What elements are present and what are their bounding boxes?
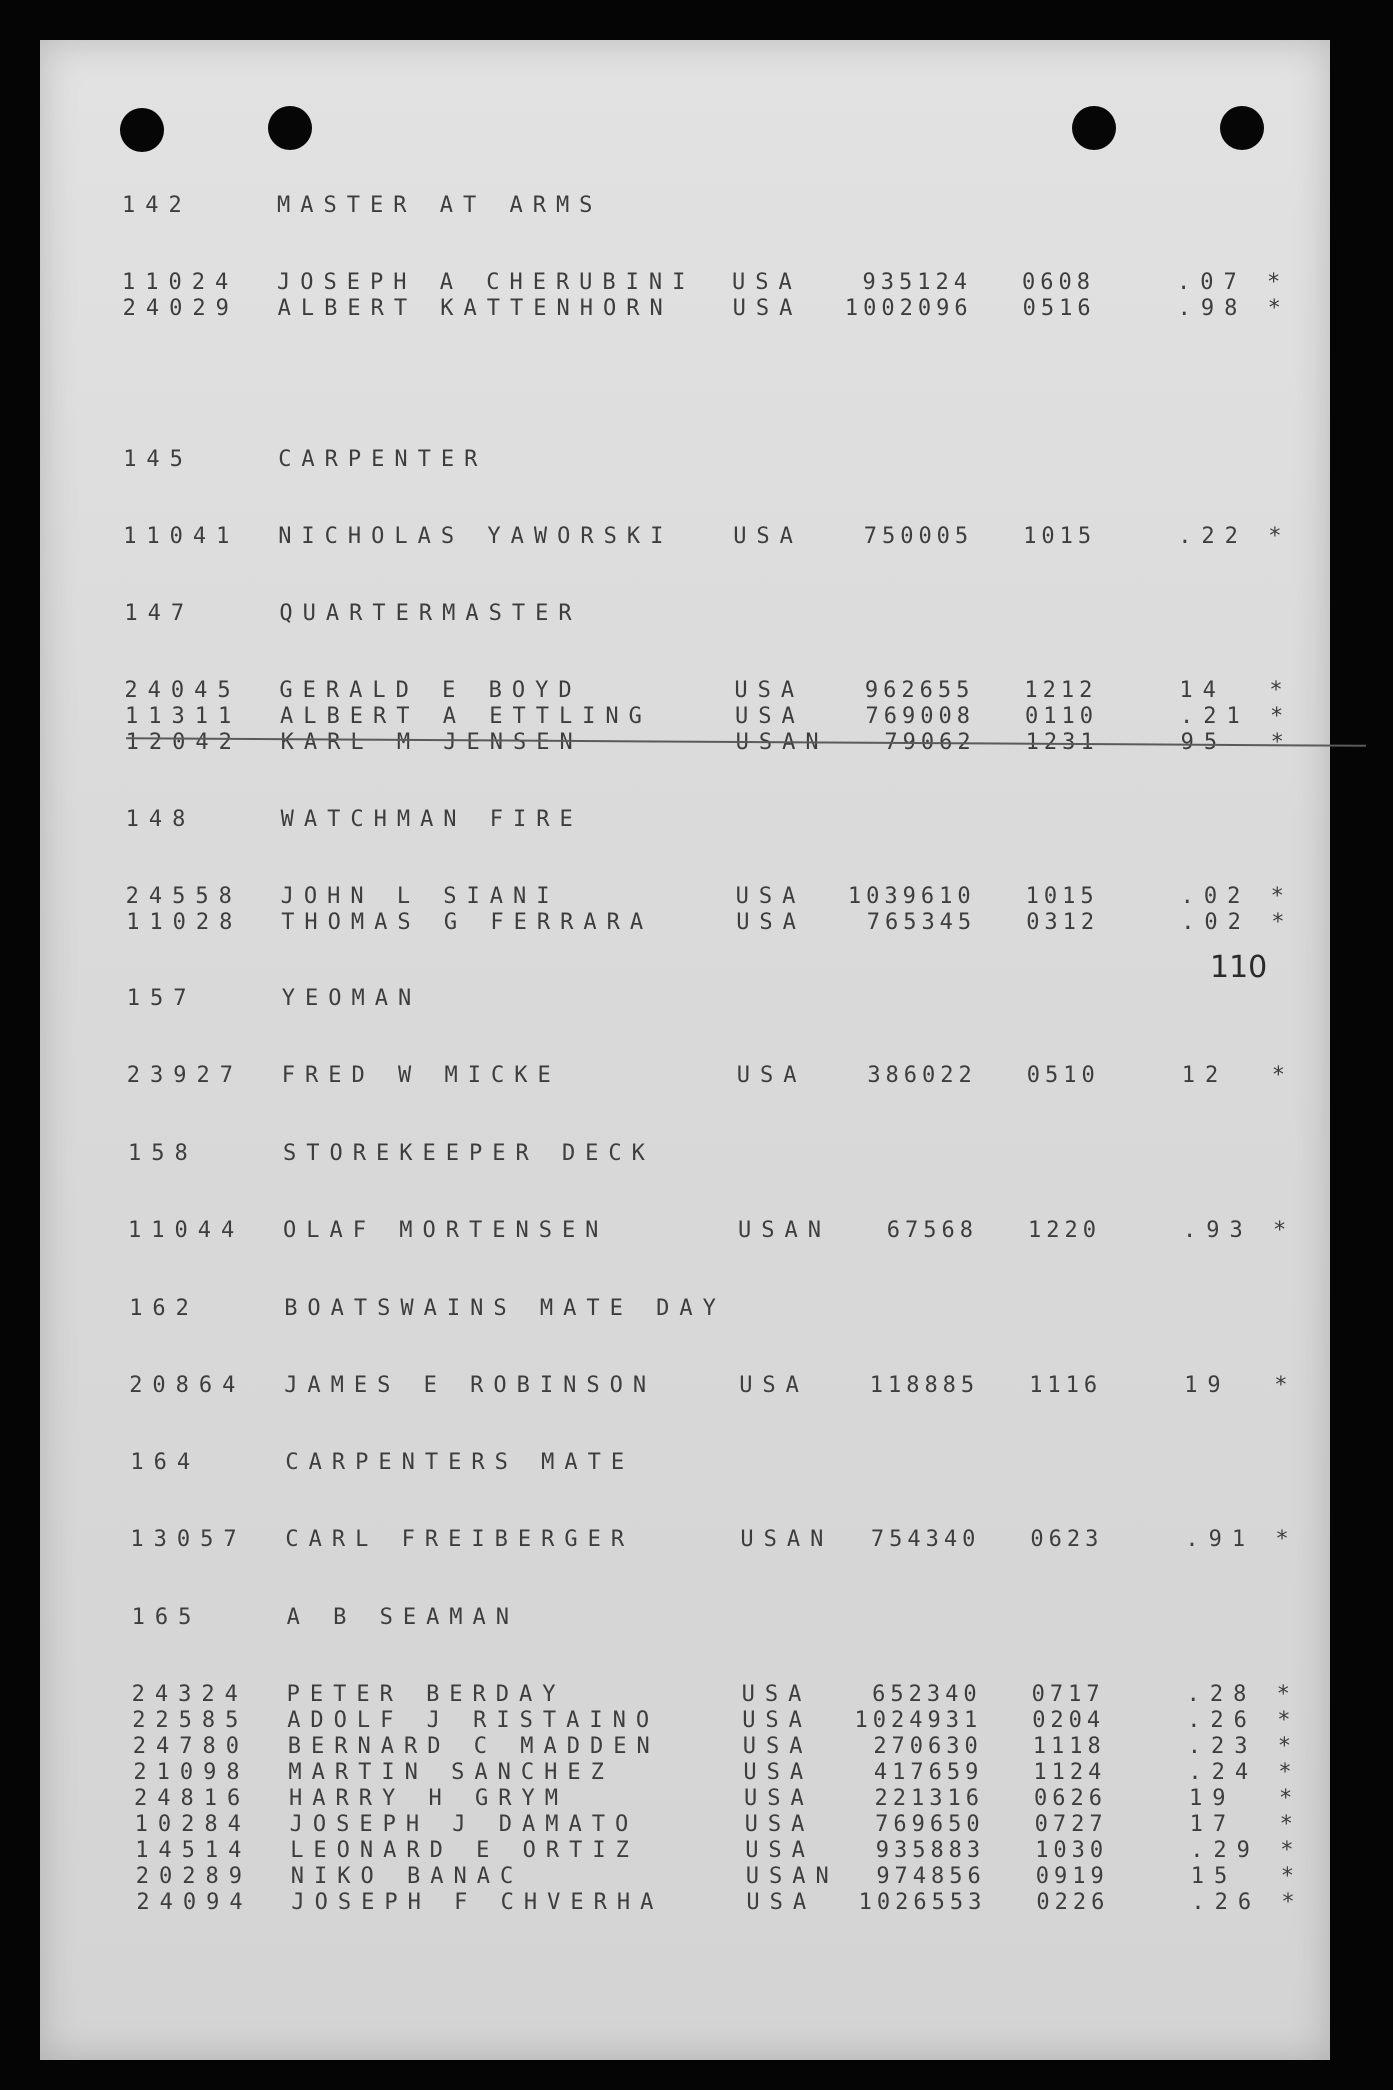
crew-id: 24324 — [131, 1682, 248, 1707]
crew-row — [136, 1864, 1336, 1890]
crew-mark: * — [1268, 524, 1282, 549]
crew-mark: * — [1274, 1373, 1288, 1398]
crew-name: JOSEPH A CHERUBINI — [277, 270, 696, 295]
crew-num: 118885 — [869, 1373, 980, 1398]
crew-nat: USAN — [738, 1218, 831, 1243]
crew-num: 1002096 — [844, 296, 973, 321]
crew-name: JOHN L SIANI — [280, 884, 560, 909]
crew-rate: .91 — [1185, 1527, 1256, 1552]
crew-mark: * — [1267, 270, 1281, 295]
crew-row — [126, 730, 1326, 756]
crew-date: 0608 — [1022, 270, 1095, 295]
crew-mark: * — [1270, 884, 1284, 909]
crew-id: 24094 — [136, 1890, 253, 1915]
crew-name: PETER BERDAY — [286, 1682, 566, 1707]
section-title: YEOMAN — [281, 986, 422, 1011]
crew-row — [122, 270, 1322, 296]
section-title: STOREKEEPER DECK — [283, 1141, 655, 1166]
crew-rate: 12 — [1181, 1063, 1229, 1088]
crew-date: 0626 — [1034, 1786, 1107, 1811]
crew-num: 962655 — [864, 678, 975, 703]
crew-rate: .02 — [1181, 910, 1251, 935]
crew-date: 0516 — [1022, 296, 1096, 321]
crew-name: THOMAS G FERRARA — [281, 910, 654, 935]
crew-num: 974856 — [876, 1864, 986, 1889]
crew-nat: USA — [745, 1838, 815, 1863]
crew-id: 24558 — [125, 884, 242, 909]
section-title: MASTER AT ARMS — [277, 193, 603, 218]
crew-date: 0919 — [1035, 1864, 1109, 1889]
section-title: QUARTERMASTER — [279, 601, 582, 626]
section-code: 158 — [128, 1141, 198, 1166]
crew-mark: * — [1275, 1527, 1289, 1552]
crew-date: 1212 — [1024, 678, 1098, 703]
crew-row — [127, 1063, 1327, 1089]
crew-num: 754340 — [870, 1527, 981, 1552]
crew-row — [132, 1682, 1332, 1708]
crew-rate: 14 — [1179, 678, 1226, 703]
crew-id: 24816 — [134, 1786, 251, 1811]
crew-mark: * — [1280, 1864, 1295, 1889]
crew-mark: * — [1280, 1838, 1294, 1863]
crew-id: 11024 — [122, 270, 239, 295]
crew-row — [135, 1812, 1335, 1838]
crew-name: JOSEPH J DAMATO — [289, 1812, 639, 1837]
crew-name: GERALD E BOYD — [279, 678, 582, 703]
crew-id: 11311 — [125, 704, 242, 729]
crew-date: 0204 — [1032, 1708, 1106, 1733]
section-header — [127, 986, 1327, 1012]
crew-nat: USA — [734, 678, 805, 703]
crew-rate: 17 — [1189, 1812, 1237, 1837]
punch-hole — [1220, 106, 1264, 150]
crew-id: 24045 — [124, 678, 241, 703]
crew-id: 20289 — [135, 1864, 253, 1889]
crew-date: 1030 — [1035, 1838, 1109, 1863]
section-header — [122, 193, 1322, 219]
crew-rate: .26 — [1191, 1890, 1262, 1915]
crew-mark: * — [1281, 1890, 1295, 1915]
crew-row — [133, 1760, 1333, 1786]
crew-num: 769008 — [865, 704, 975, 729]
section-title: CARPENTER — [278, 447, 488, 472]
crew-rate: .22 — [1178, 524, 1248, 549]
crew-rate: 95 — [1180, 730, 1228, 755]
crew-id: 23927 — [126, 1063, 244, 1088]
crew-mark: * — [1277, 1734, 1292, 1759]
crew-row — [129, 1373, 1329, 1399]
section-header — [132, 1605, 1332, 1631]
section-code: 164 — [130, 1450, 201, 1475]
crew-mark: * — [1269, 678, 1283, 703]
crew-mark: * — [1271, 910, 1285, 935]
crew-row — [125, 704, 1325, 730]
crew-nat: USA — [732, 270, 802, 295]
crew-name: JOSEPH F CHVERHA — [291, 1890, 664, 1915]
crew-mark: * — [1279, 1786, 1293, 1811]
crew-name: LEONARD E ORTIZ — [290, 1838, 639, 1863]
crew-row — [132, 1708, 1332, 1734]
page-number: 110 — [1210, 950, 1268, 985]
crew-name: ALBERT A ETTLING — [280, 704, 652, 729]
crew-num: 935883 — [875, 1838, 986, 1863]
crew-id: 21098 — [133, 1760, 250, 1785]
crew-mark: * — [1270, 704, 1284, 729]
crew-mark: * — [1267, 296, 1281, 321]
crew-date: 1124 — [1033, 1760, 1107, 1785]
crew-num: 417659 — [873, 1760, 984, 1785]
crew-id: 24780 — [132, 1734, 250, 1759]
crew-row — [133, 1734, 1333, 1760]
punch-hole — [1072, 106, 1116, 150]
crew-rate: 15 — [1190, 1864, 1238, 1889]
crew-date: 1015 — [1025, 884, 1099, 909]
crew-nat: USAN — [735, 730, 829, 755]
crew-rate: 19 — [1189, 1786, 1236, 1811]
crew-num: 221316 — [874, 1786, 984, 1811]
crew-nat: USA — [739, 1373, 809, 1398]
crew-name: JAMES E ROBINSON — [284, 1373, 657, 1398]
crew-nat: USA — [744, 1812, 815, 1837]
crew-num: 386022 — [867, 1063, 977, 1088]
crew-row — [134, 1786, 1334, 1812]
crew-mark: * — [1271, 1063, 1286, 1088]
crew-name: ADOLF J RISTAINO — [287, 1708, 660, 1733]
crew-nat: USA — [744, 1786, 814, 1811]
section-code: 145 — [123, 447, 193, 472]
document-sheet — [40, 40, 1330, 2060]
crew-row — [123, 524, 1323, 550]
crew-row — [124, 678, 1324, 704]
crew-rate: .29 — [1190, 1838, 1260, 1863]
crew-nat: USAN — [740, 1527, 834, 1552]
crew-rate: .24 — [1188, 1760, 1259, 1785]
crew-rate: .26 — [1187, 1708, 1257, 1733]
crew-id: 24029 — [122, 296, 239, 321]
crew-nat: USA — [736, 910, 806, 935]
crew-rate: .02 — [1180, 884, 1251, 909]
punch-hole — [268, 106, 312, 150]
crew-name: MARTIN SANCHEZ — [288, 1760, 614, 1785]
crew-row — [123, 296, 1323, 322]
crew-num: 652340 — [872, 1682, 982, 1707]
section-code: 147 — [124, 601, 195, 626]
crew-name: ALBERT KATTENHORN — [277, 296, 673, 321]
crew-date: 0226 — [1036, 1890, 1110, 1915]
crew-mark: * — [1270, 730, 1284, 755]
section-header — [124, 601, 1324, 627]
crew-nat: USA — [741, 1682, 812, 1707]
crew-num: 765345 — [866, 910, 977, 935]
crew-id: 11044 — [128, 1218, 245, 1243]
crew-id: 14514 — [135, 1838, 252, 1863]
crew-row — [130, 1527, 1330, 1553]
crew-id: 11041 — [123, 524, 240, 549]
crew-rate: .98 — [1177, 296, 1248, 321]
crew-nat: USA — [735, 704, 805, 729]
crew-id: 22585 — [132, 1708, 249, 1733]
crew-mark: * — [1279, 1812, 1293, 1837]
crew-nat: USA — [742, 1734, 813, 1759]
crew-name: BERNARD C MADDEN — [287, 1734, 660, 1759]
crew-nat: USA — [732, 296, 803, 321]
section-code: 148 — [125, 807, 196, 832]
crew-date: 1231 — [1025, 730, 1099, 755]
crew-id: 12042 — [125, 730, 242, 755]
section-code: 142 — [122, 193, 192, 218]
crew-name: NIKO BANAC — [290, 1864, 524, 1889]
crew-rate: 19 — [1184, 1373, 1231, 1398]
crew-num: 1024931 — [854, 1708, 983, 1733]
crew-date: 0312 — [1026, 910, 1100, 935]
section-header — [128, 1141, 1328, 1167]
crew-date: 1220 — [1028, 1218, 1101, 1243]
crew-num: 270630 — [873, 1734, 983, 1759]
section-title: A B SEAMAN — [286, 1605, 520, 1630]
crew-date: 1015 — [1023, 524, 1097, 549]
crew-date: 1118 — [1032, 1734, 1106, 1759]
crew-id: 11028 — [126, 910, 243, 935]
crew-id: 20864 — [129, 1373, 246, 1398]
crew-name: KARL M JENSEN — [280, 730, 583, 755]
punch-hole — [120, 108, 164, 152]
crew-nat: USA — [736, 1063, 807, 1088]
crew-row — [135, 1838, 1335, 1864]
crew-num: 1039610 — [847, 884, 976, 909]
crew-mark: * — [1277, 1708, 1291, 1733]
section-header — [130, 1450, 1330, 1476]
crew-num: 67568 — [886, 1218, 978, 1243]
crew-row — [136, 1890, 1336, 1916]
section-title: BOATSWAINS MATE DAY — [284, 1296, 726, 1321]
crew-nat: USA — [733, 524, 803, 549]
crew-id: 10284 — [134, 1812, 251, 1837]
crew-nat: USA — [746, 1890, 817, 1915]
crew-mark: * — [1273, 1218, 1287, 1243]
crew-name: FRED W MICKE — [281, 1063, 561, 1088]
crew-name: NICHOLAS YAWORSKI — [278, 524, 674, 549]
crew-nat: USA — [743, 1760, 814, 1785]
crew-num: 769650 — [875, 1812, 985, 1837]
crew-row — [126, 910, 1326, 936]
crew-name: HARRY H GRYM — [289, 1786, 568, 1811]
crew-date: 0110 — [1025, 704, 1098, 729]
crew-rate: .28 — [1186, 1682, 1257, 1707]
crew-date: 0623 — [1030, 1527, 1104, 1552]
crew-date: 0717 — [1031, 1682, 1105, 1707]
section-code: 165 — [131, 1605, 202, 1630]
crew-mark: * — [1278, 1760, 1292, 1785]
crew-num: 935124 — [862, 270, 972, 295]
crew-num: 79062 — [884, 730, 976, 755]
crew-nat: USA — [742, 1708, 812, 1733]
section-code: 162 — [129, 1296, 199, 1321]
crew-num: 750005 — [863, 524, 974, 549]
crew-row — [126, 884, 1326, 910]
crew-rate: .23 — [1187, 1734, 1258, 1759]
crew-rate: .93 — [1183, 1218, 1253, 1243]
crew-nat: USA — [735, 884, 806, 909]
crew-date: 0510 — [1026, 1063, 1100, 1088]
crew-id: 13057 — [130, 1527, 247, 1552]
crew-date: 1116 — [1029, 1373, 1103, 1398]
crew-date: 0727 — [1034, 1812, 1108, 1837]
section-code: 157 — [126, 986, 197, 1011]
section-title: WATCHMAN FIRE — [280, 807, 583, 832]
crew-nat: USAN — [745, 1864, 839, 1889]
section-header — [123, 447, 1323, 473]
crew-name: CARL FREIBERGER — [285, 1527, 635, 1552]
section-header — [126, 807, 1326, 833]
crew-rate: .21 — [1180, 704, 1250, 729]
section-header — [129, 1296, 1329, 1322]
section-title: CARPENTERS MATE — [285, 1450, 635, 1475]
crew-name: OLAF MORTENSEN — [283, 1218, 609, 1243]
crew-mark: * — [1276, 1682, 1290, 1707]
crew-row — [128, 1218, 1328, 1244]
crew-rate: .07 — [1177, 270, 1247, 295]
crew-num: 1026553 — [858, 1890, 987, 1915]
